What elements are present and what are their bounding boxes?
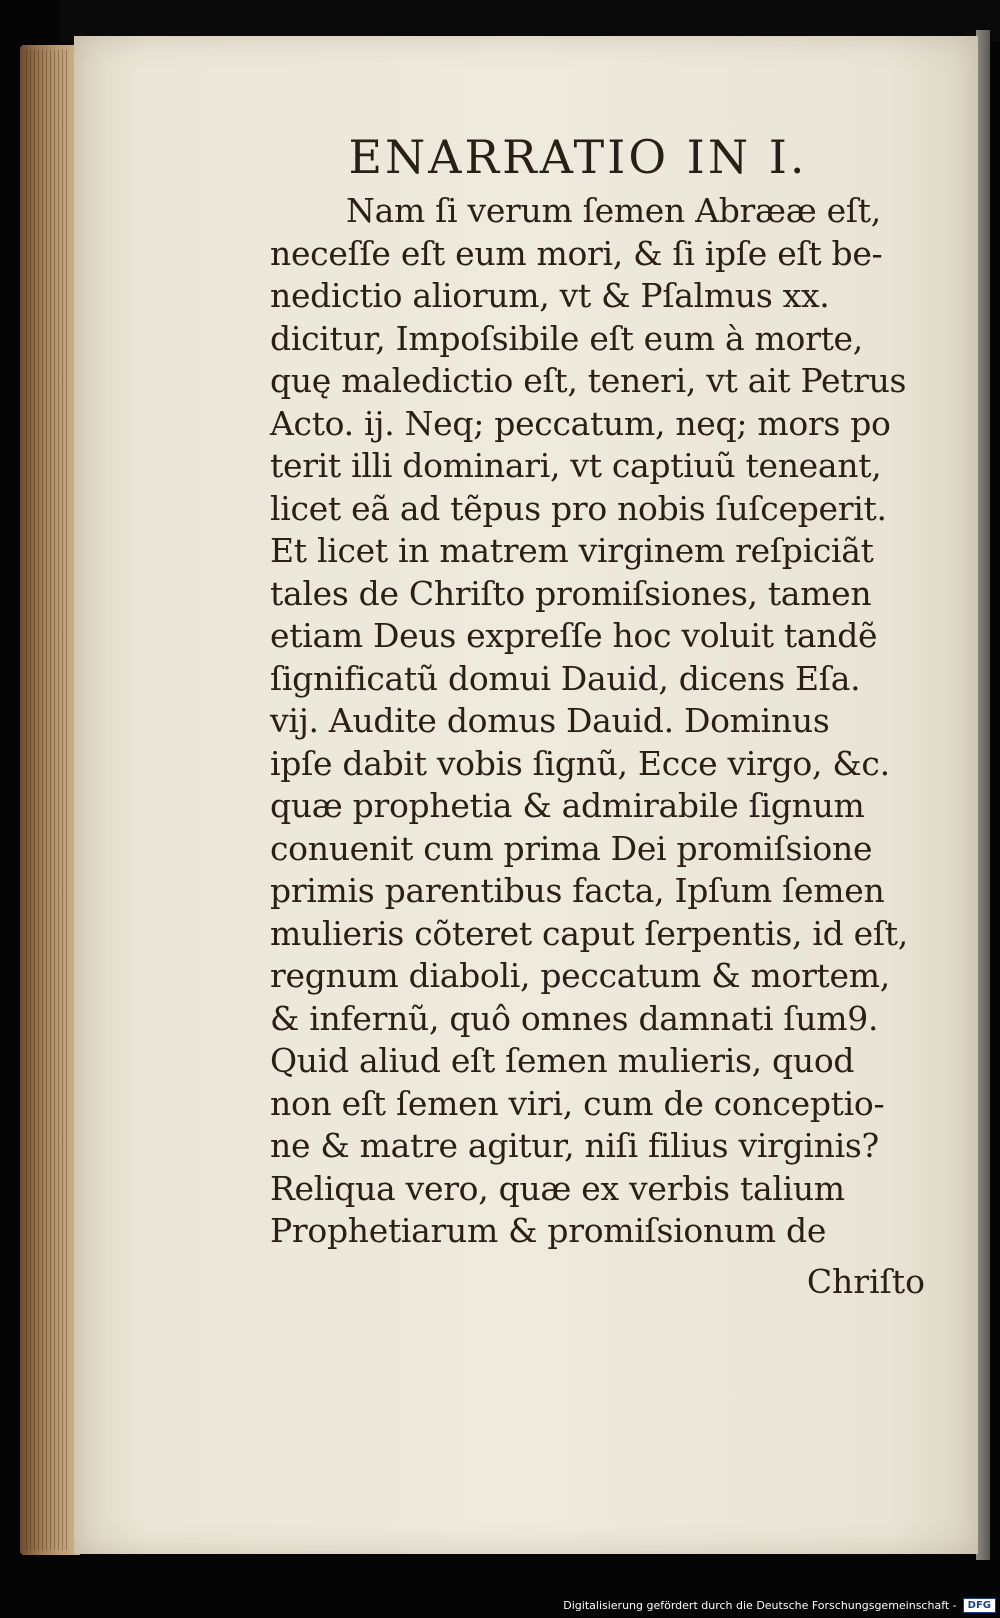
footer-credit: Digitalisierung gefördert durch die Deutsche Forschungsgemeinschaft - — [563, 1598, 957, 1612]
text-line: ipſe dabit vobis ſignũ, Ecce virgo, &c. — [270, 743, 890, 783]
text-line: neceſſe eſt eum mori, & ſi ipſe eſt be- — [270, 233, 883, 273]
text-line: Prophetiarum & promiſsionum de — [270, 1211, 827, 1250]
text-line: quæ prophetia & admirabile ſignum — [270, 786, 865, 825]
text-line: conuenit cum prima Dei promiſsione — [270, 828, 873, 868]
text-line: Quid aliud eſt ſemen mulieris, quod — [270, 1041, 855, 1080]
text-line: Nam ſi verum ſemen Abrææ eſt, — [346, 191, 881, 230]
text-line: Acto. ij. Neq; peccatum, neq; mors po — [270, 403, 891, 443]
text-line: primis parentibus facta, Ipſum ſemen — [270, 871, 885, 910]
text-line: etiam Deus expreſſe hoc voluit tandẽ — [270, 616, 878, 655]
text-line: Et licet in matrem virginem reſpiciãt — [270, 531, 874, 570]
body-text — [270, 190, 920, 1253]
page-edge-stripes — [26, 50, 70, 1550]
catchword: Chriſto — [806, 1262, 925, 1301]
text-line: non eſt ſemen viri, cum de conceptio- — [270, 1083, 885, 1123]
text-line: ne & matre agitur, niſi filius virginis? — [270, 1126, 879, 1165]
dfg-logo-icon: DFG — [963, 1598, 996, 1613]
text-line: mulieris cõteret caput ſerpentis, id eſt, — [270, 913, 908, 953]
text-line: & infernũ, quô omnes damnati ſum9. — [270, 998, 879, 1038]
text-line: licet eã ad tẽpus pro nobis ſuſceperit. — [270, 488, 887, 528]
text-line: dicitur, Impoſsibile eſt eum à morte, — [270, 318, 863, 358]
text-line: tales de Chriſto promiſsiones, tamen — [270, 573, 872, 613]
text-line: ſignificatũ domui Dauid, dicens Eſa. — [270, 658, 861, 698]
running-heading: ENARRATIO IN I. — [348, 130, 808, 184]
text-line: terit illi dominari, vt captiuũ teneant, — [270, 446, 882, 485]
text-line: regnum diaboli, peccatum & mortem, — [270, 956, 890, 995]
text-line: quę maledictio eſt, teneri, vt ait Petrus — [270, 361, 907, 400]
digitization-footer — [563, 1594, 996, 1616]
book-edge-right — [976, 30, 990, 1560]
text-line: vij. Audite domus Dauid. Dominus — [270, 701, 830, 740]
text-line: nedictio aliorum, vt & Pſalmus xx. — [270, 276, 830, 315]
text-line: Reliqua vero, quæ ex verbis talium — [270, 1168, 845, 1208]
